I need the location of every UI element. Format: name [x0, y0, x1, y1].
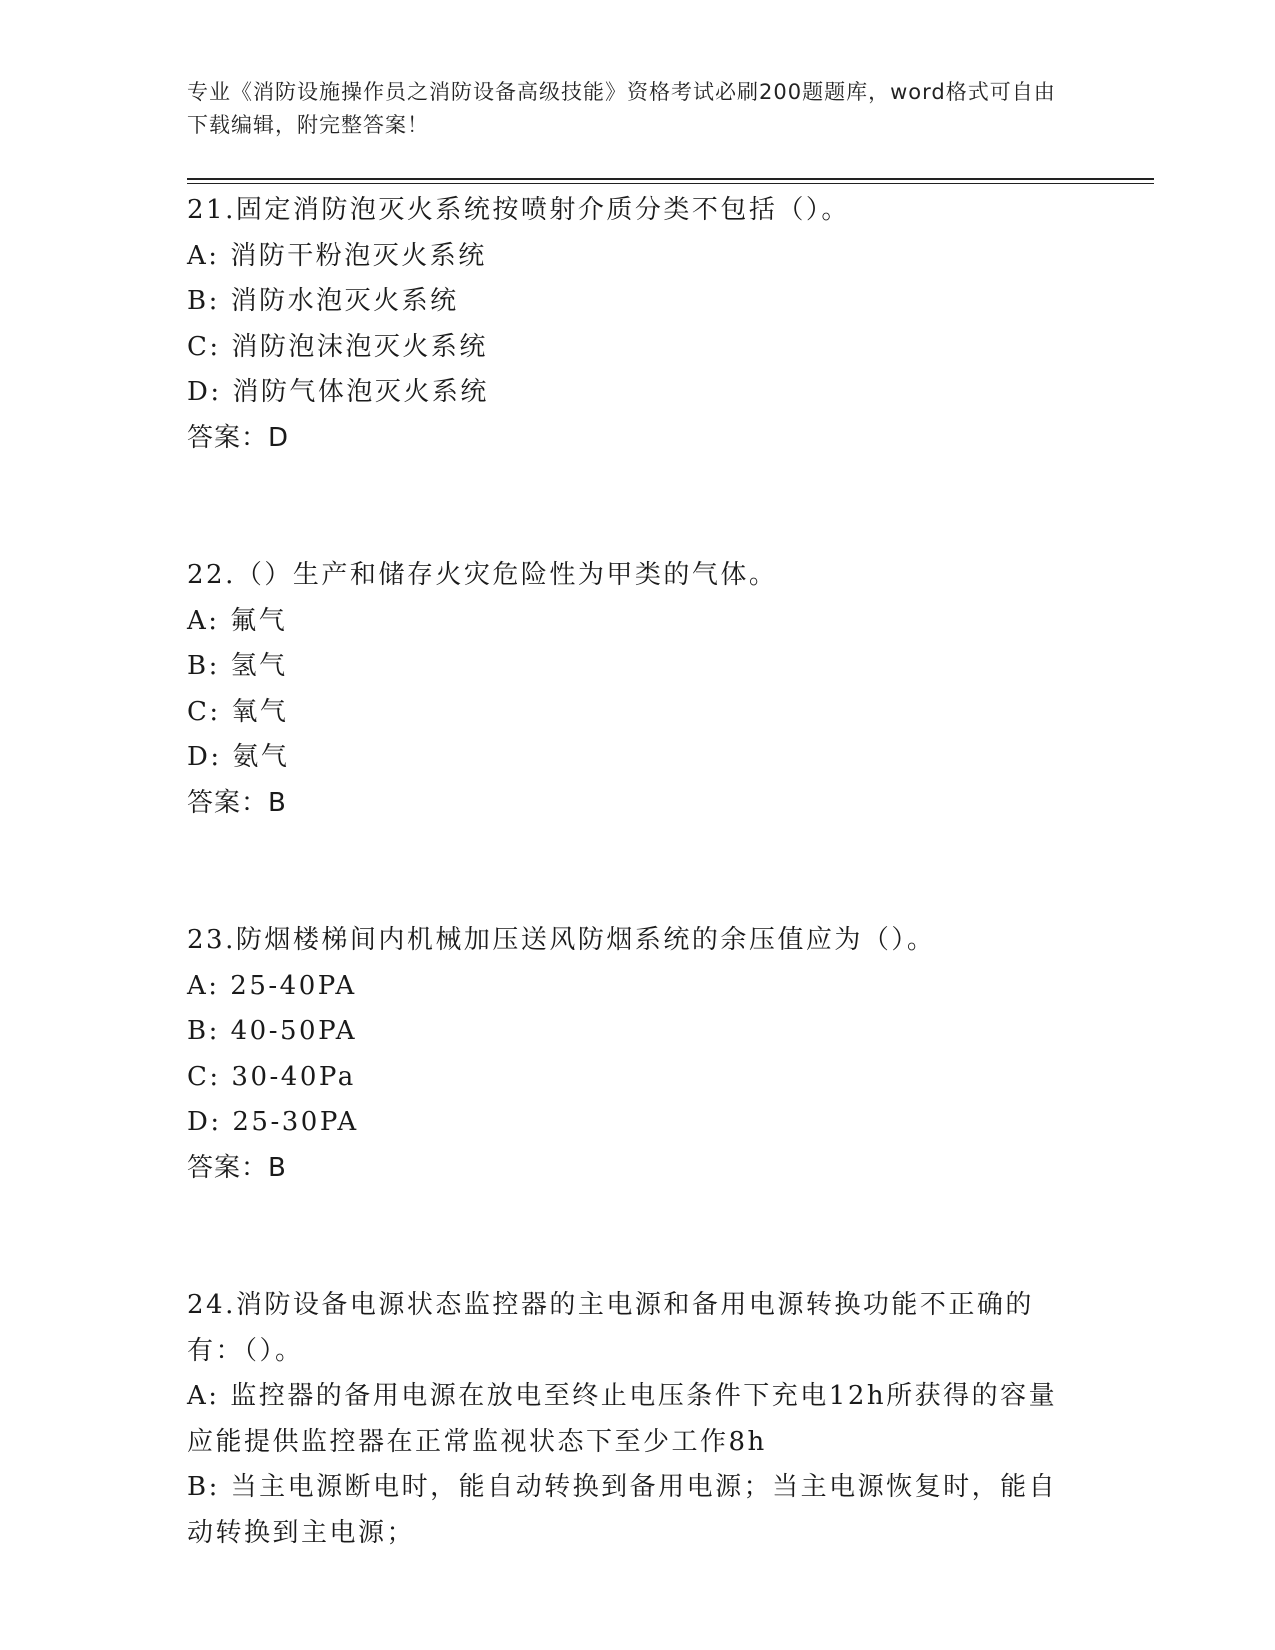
option-d: D: 消防气体泡灭火系统: [187, 377, 489, 407]
question-spacer: [187, 826, 1077, 918]
question-stem: 22.（）生产和储存火灾危险性为甲类的气体。: [187, 560, 778, 590]
option-a: A: 监控器的备用电源在放电至终止电压条件下充电12h所获得的容量应能提供监控器在正常监视状态下至少工作8h: [187, 1381, 1058, 1457]
question-spacer: [187, 461, 1077, 553]
document-header: 专业《消防设施操作员之消防设备高级技能》资格考试必刷200题题库，word格式可自由下载编辑，附完整答案！: [187, 80, 1056, 137]
option-b: B: 40-50PA: [187, 1016, 357, 1046]
option-c: C: 消防泡沫泡灭火系统: [187, 331, 488, 362]
header-divider-thick: [187, 178, 1154, 180]
question-list: [187, 188, 1077, 1556]
question-23: [187, 918, 1077, 1191]
option-a: A: 25-40PA: [187, 970, 357, 1001]
question-stem: 21.固定消防泡灭火系统按喷射介质分类不包括（）。: [187, 195, 850, 225]
question-24: [187, 1283, 1077, 1556]
option-a: A: 氟气: [187, 605, 288, 636]
answer: 答案：D: [187, 422, 290, 453]
question-21: [187, 188, 1077, 461]
answer: 答案：B: [187, 1152, 287, 1183]
header-divider-thin: [187, 183, 1154, 184]
question-22: [187, 553, 1077, 826]
option-c: C: 30-40Pa: [187, 1061, 356, 1092]
answer: 答案：B: [187, 787, 287, 818]
option-d: D: 氨气: [187, 742, 290, 772]
question-stem: 23.防烟楼梯间内机械加压送风防烟系统的余压值应为（）。: [187, 925, 936, 955]
question-stem: 24.消防设备电源状态监控器的主电源和备用电源转换功能不正确的有：（）。: [187, 1290, 1034, 1366]
option-c: C: 氧气: [187, 696, 289, 727]
option-a: A: 消防干粉泡灭火系统: [187, 240, 487, 271]
question-spacer: [187, 1191, 1077, 1283]
option-b: B: 氢气: [187, 651, 288, 681]
option-b: B: 当主电源断电时，能自动转换到备用电源；当主电源恢复时，能自动转换到主电源；: [187, 1472, 1058, 1548]
option-b: B: 消防水泡灭火系统: [187, 286, 459, 316]
option-d: D: 25-30PA: [187, 1107, 359, 1137]
